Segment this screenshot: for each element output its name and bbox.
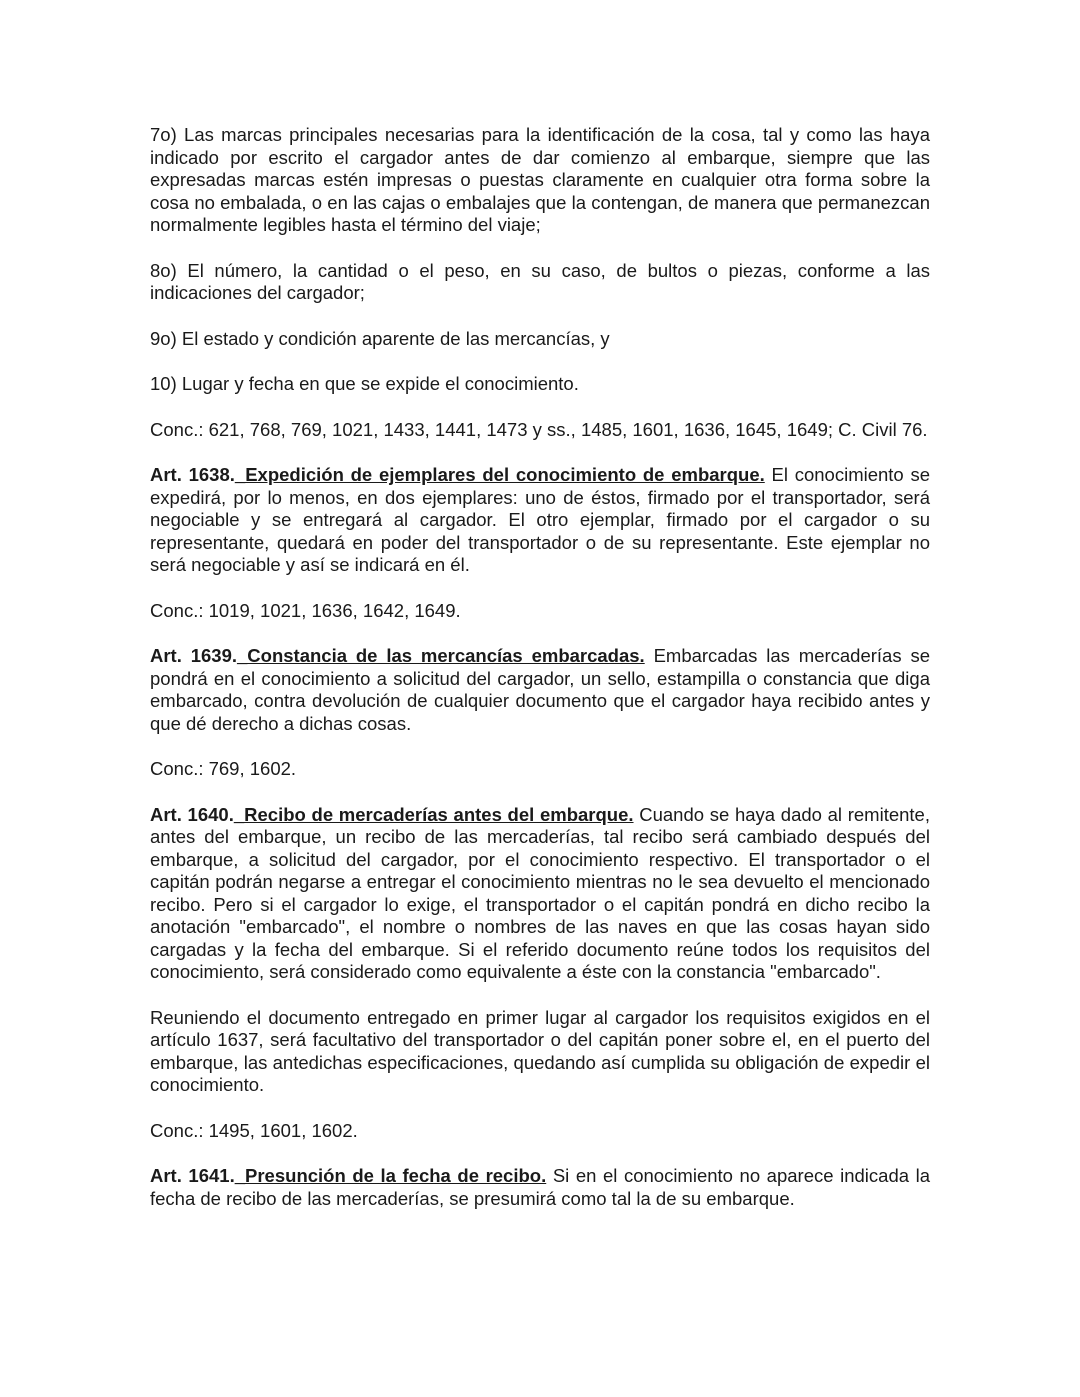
article-1641	[150, 1165, 930, 1210]
paragraph-item-8: 8o) El número, la cantidad o el peso, en su caso, de bultos o piezas, conforme a las indicaciones del cargador;	[150, 259, 930, 303]
concordance-1640: Conc.: 1495, 1601, 1602.	[150, 1119, 358, 1141]
article-number: Art. 1640.	[150, 803, 234, 825]
article-1639	[150, 645, 930, 735]
concordance-1637: Conc.: 621, 768, 769, 1021, 1433, 1441, 1473 y ss., 1485, 1601, 1636, 1645, 1649; C. Civil 76.	[150, 418, 928, 440]
article-title: _Recibo de mercaderías antes del embarque.	[233, 803, 634, 825]
concordance-1639: Conc.: 769, 1602.	[150, 758, 297, 779]
article-body: Si en el conocimiento no aparece indicada la fecha de recibo de las mercaderías, se presumirá como tal la de su embarque.	[150, 1165, 930, 1209]
article-body: Embarcadas las mercaderías se pondrá en el conocimiento a solicitud del cargador, un sello, estampilla o constancia que diga embarcado, contra devolución de cualquier documento que el cargador haya recibido antes y que dé derecho a dichas cosas.	[150, 645, 930, 734]
article-body: Cuando se haya dado al remitente, antes del embarque, un recibo de las mercaderías, tal recibo será cambiado después del embarque, a solicitud del cargador, por el conocimiento respectivo. El transportador o el capitán podrán negarse a entregar el conocimiento mientras no le sea devuelto el mencionado recibo. Pero si el cargador lo exige, el transportador o el capitán pondrá en dicho recibo la anotación "embarcado", el nombre o nombres de las naves en que las cosas hayan sido cargadas y la fecha del embarque. Si el referido documento reúne todos los requisitos del conocimiento, será considerado como equivalente a éste con la constancia "embarcado".	[150, 803, 930, 982]
paragraph-item-7: 7o) Las marcas principales necesarias para la identificación de la cosa, tal y como las haya indicado por escrito el cargador antes de dar comienzo al embarque, siempre que las expresadas marcas estén impresas o puestas claramente en cualquier otra forma sobre la cosa no embalada, o en las cajas o embalajes que la contengan, de manera que permanezcan normalmente legibles hasta el término del viaje;	[150, 124, 930, 235]
article-number: Art. 1638.	[150, 464, 235, 485]
concordance-1638: Conc.: 1019, 1021, 1636, 1642, 1649.	[150, 599, 461, 621]
article-1640	[150, 804, 930, 984]
article-1640-paragraph-2: Reuniendo el documento entregado en primer lugar al cargador los requisitos exigidos en el artículo 1637, será facultativo del transportador o del capitán poner sobre el, en el puerto del embarque, las antedichas especificaciones, quedando así cumplida su obligación de expedir el conocimiento.	[150, 1006, 930, 1095]
article-title: _Expedición de ejemplares del conocimiento de embarque.	[234, 464, 765, 485]
article-body: El conocimiento se expedirá, por lo menos, en dos ejemplares: uno de éstos, firmado por el transportador, será negociable y se entregará al cargador. El otro ejemplar, firmado por el cargador o su representante, quedará en poder del transportador o de su representante. Este ejemplar no será negociable y así se indicará en él.	[150, 464, 930, 575]
paragraph-item-10: 10) Lugar y fecha en que se expide el conocimiento.	[150, 373, 579, 394]
article-title: _Presunción de la fecha de recibo.	[234, 1165, 547, 1186]
paragraph-item-9: 9o) El estado y condición aparente de las mercancías, y	[150, 327, 610, 349]
article-number: Art. 1639.	[150, 645, 238, 666]
article-1638	[150, 464, 930, 577]
document-page	[150, 124, 930, 1233]
article-number: Art. 1641.	[150, 1165, 235, 1186]
article-title: _Constancia de las mercancías embarcadas.	[237, 645, 645, 666]
